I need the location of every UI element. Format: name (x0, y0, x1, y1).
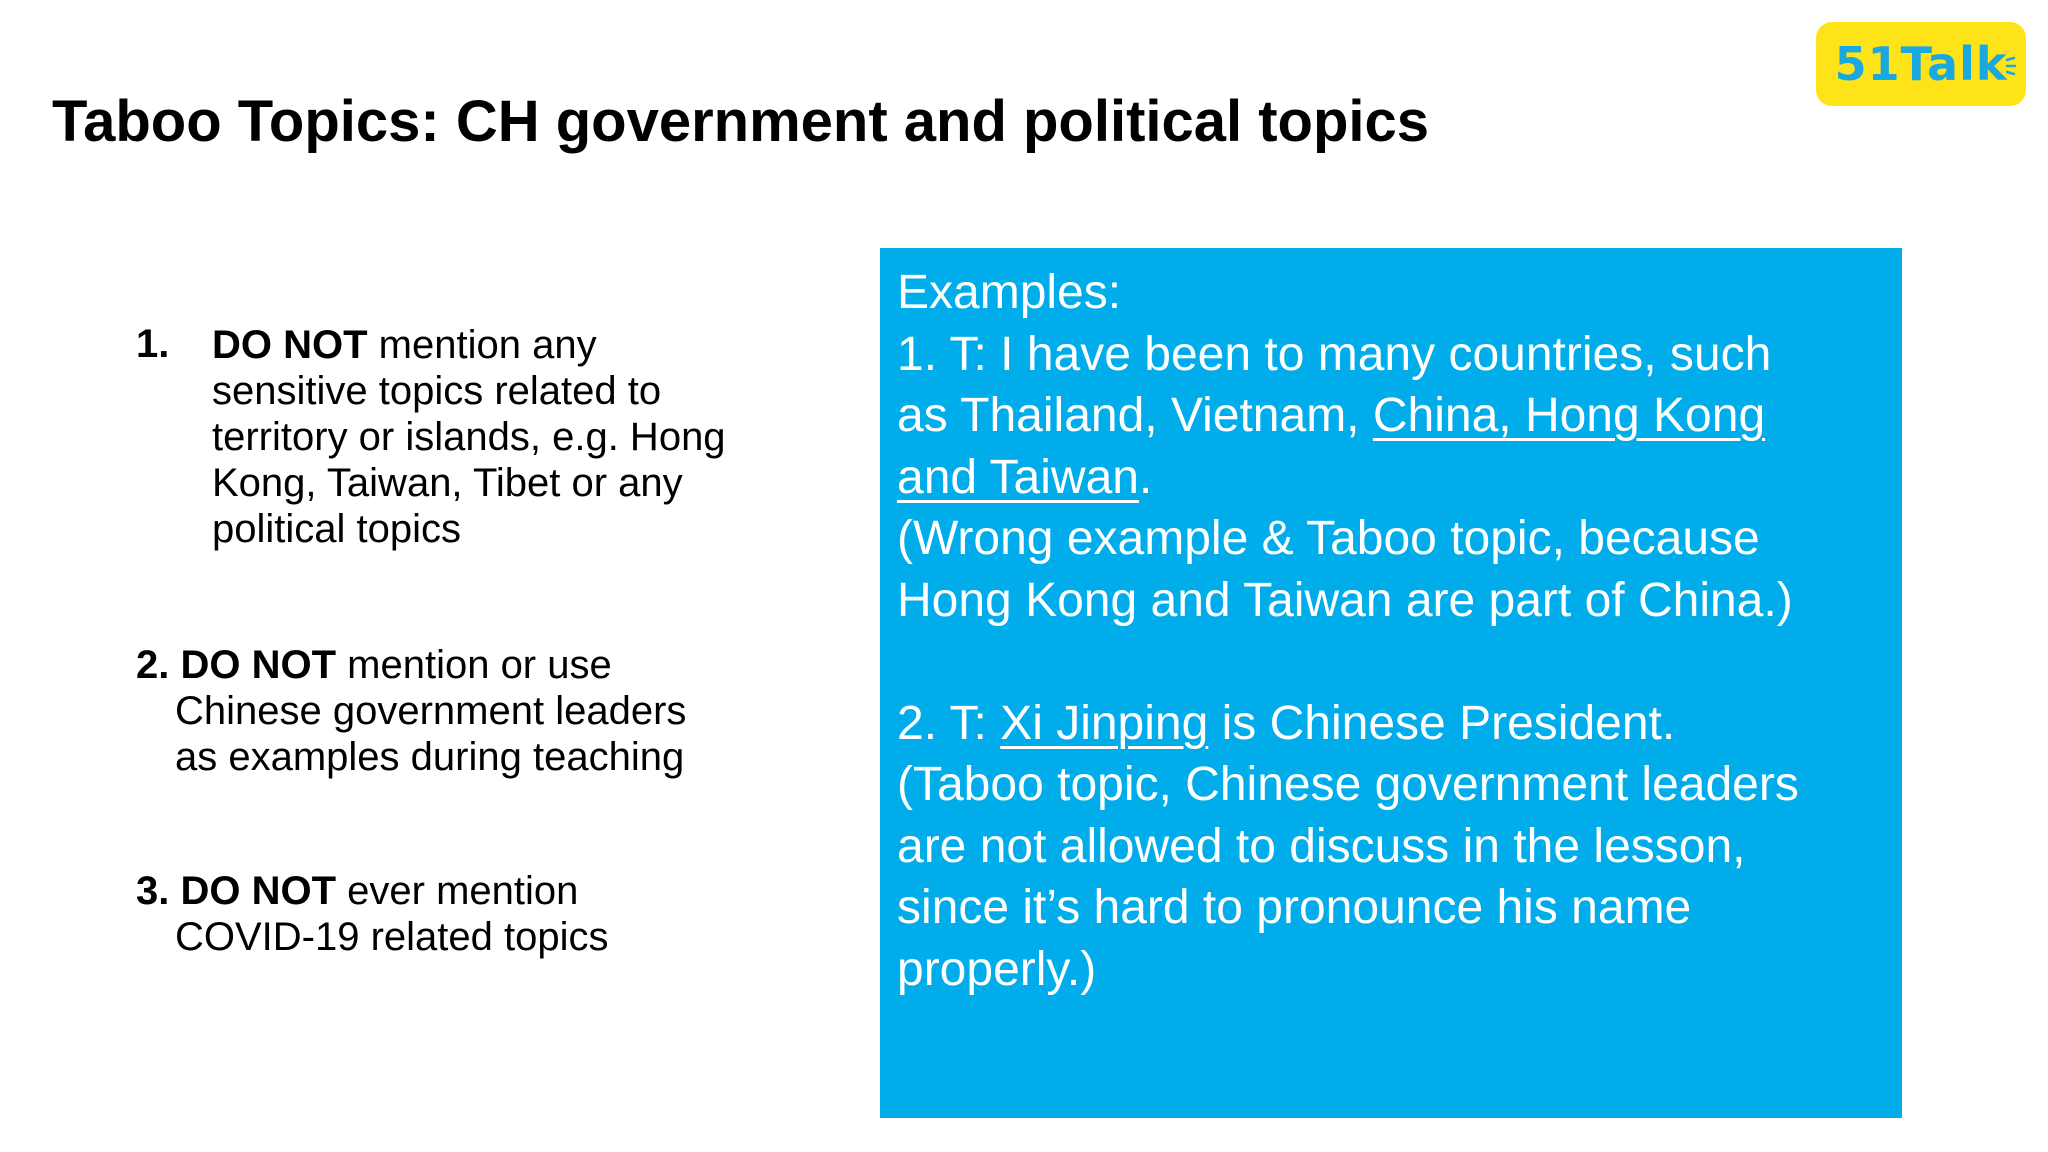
example-1-line-3 (897, 447, 1902, 509)
rule-2 (136, 642, 686, 780)
example-1-text: as Thailand, Vietnam, (897, 389, 1373, 442)
example-2-text: is Chinese President. (1208, 696, 1676, 750)
rule-1-line-5: political topics (212, 507, 462, 551)
rule-2-line-1 (136, 643, 612, 687)
rule-2-text: mention or use (336, 643, 612, 687)
rule-2-line-3: as examples during teaching (175, 735, 685, 779)
rule-1-number: 1. (136, 322, 170, 366)
example-2-line-2: (Taboo topic, Chinese government leaders (897, 758, 1799, 811)
rule-1-text: mention any (367, 323, 597, 367)
example-2-line-5: properly.) (897, 942, 1097, 996)
rule-2-number: 2. (136, 643, 181, 687)
examples-heading: Examples: (897, 266, 1122, 319)
rule-3 (136, 868, 609, 960)
example-2-line-1 (897, 693, 1902, 755)
example-1-highlight: China, Hong Kong (1372, 389, 1766, 442)
rule-3-number: 3. (136, 869, 181, 913)
rule-1-line-1 (212, 323, 597, 367)
example-1-line-2 (897, 385, 1902, 447)
rule-1-line-4: Kong, Taiwan, Tibet or any (212, 461, 683, 505)
brand-logo (1816, 22, 2026, 106)
examples-spacer (897, 631, 1902, 693)
example-1-line-5: Hong Kong and Taiwan are part of China.) (897, 573, 1793, 627)
example-2-line-4: since it’s hard to pronounce his name (897, 881, 1692, 934)
rule-1-emphasis: DO NOT (212, 323, 368, 367)
slide-title: Taboo Topics: CH government and political topics (52, 89, 1430, 154)
example-2-highlight: Xi Jinping (1000, 696, 1209, 750)
example-1-period: . (1138, 450, 1153, 504)
rule-1-line-2: sensitive topics related to (212, 369, 662, 413)
example-1-line-4: (Wrong example & Taboo topic, because (897, 512, 1760, 565)
rule-1-line-3: territory or islands, e.g. Hong (212, 415, 726, 459)
rule-2-line-2: Chinese government leaders (175, 689, 687, 733)
example-1-line-1: 1. T: I have been to many countries, such (897, 327, 1772, 381)
rule-3-line-2: COVID-19 related topics (175, 915, 609, 959)
rule-3-text: ever mention (336, 869, 579, 913)
rule-1 (212, 322, 726, 552)
rule-3-line-1 (136, 869, 578, 913)
example-2-line-3: are not allowed to discuss in the lesson, (897, 819, 1746, 873)
logo-text: 51Talk (1834, 37, 2008, 91)
example-1-highlight-2: and Taiwan (897, 450, 1139, 504)
sound-waves-icon (2006, 56, 2016, 76)
rule-3-emphasis: DO NOT (180, 869, 337, 913)
example-2-prefix: 2. T: (897, 696, 1001, 750)
rule-2-emphasis: DO NOT (180, 643, 337, 687)
examples-box (880, 248, 1902, 1118)
